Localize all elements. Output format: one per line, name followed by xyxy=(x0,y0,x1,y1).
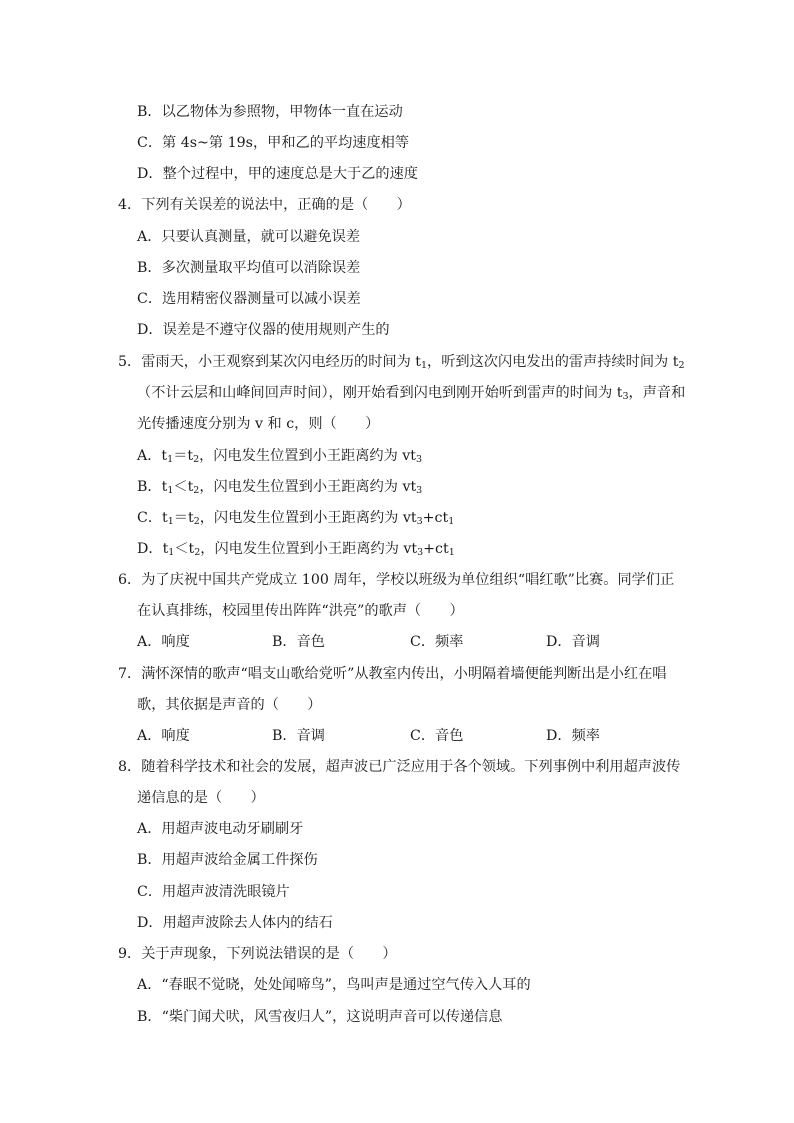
q8-option-c: C．用超声波清洗眼镜片 xyxy=(137,884,290,900)
q9-option-b: B．“柴门闻犬吠，风雪夜归人”，这说明声音可以传递信息 xyxy=(137,1009,503,1025)
q5-stem-line1: 5．雷雨天，小王观察到某次闪电经历的时间为 $t_1$，听到这次闪电发出的雷声持续时间为 $t_2$ xyxy=(118,354,685,371)
q9-option-a: A．“春眠不觉晓，处处闻啼鸟”，鸟叫声是通过空气传入人耳的 xyxy=(137,977,531,993)
q7-stem-line2: 歌，其依据是声音的（ ） xyxy=(137,697,322,713)
q7-option-c: C．音色 xyxy=(410,728,464,744)
q8-stem-line2: 递信息的是（ ） xyxy=(137,790,265,806)
q8-option-d: D．用超声波除去人体内的结石 xyxy=(137,915,333,931)
q4-option-d: D．误差是不遵守仪器的使用规则产生的 xyxy=(137,322,390,338)
q9-stem: 9．关于声现象，下列说法错误的是（ ） xyxy=(118,946,397,962)
q5-option-a: A．$t_1=t_2$，闪电发生位置到小王距离约为 $vt_3$ xyxy=(137,448,423,465)
q8-stem-line1: 8．随着科学技术和社会的发展，超声波已广泛应用于各个领域。下列事例中利用超声波传 xyxy=(118,759,681,775)
q3-option-c: C．第 4s~第 19s，甲和乙的平均速度相等 xyxy=(137,135,410,151)
q4-option-b: B．多次测量取平均值可以消除误差 xyxy=(137,260,361,276)
q6-option-a: A．响度 xyxy=(137,634,190,650)
q7-option-a: A．响度 xyxy=(137,728,190,744)
q7-option-d: D．频率 xyxy=(546,728,600,744)
q4-stem: 4．下列有关误差的说法中，正确的是（ ） xyxy=(118,197,411,213)
q5-option-d: D．$t_1<t_2$，闪电发生位置到小王距离约为 $vt_3+ct_1$ xyxy=(137,541,455,558)
q6-stem-line1: 6．为了庆祝中国共产党成立 100 周年，学校以班级为单位组织“唱红歌”比赛。同学们正 xyxy=(118,572,675,588)
q4-option-c: C．选用精密仪器测量可以减小误差 xyxy=(137,291,361,307)
q7-option-b: B．音调 xyxy=(272,728,325,744)
q6-option-c: C．频率 xyxy=(410,634,464,650)
q4-option-a: A．只要认真测量，就可以避免误差 xyxy=(137,229,361,245)
q6-option-d: D．音调 xyxy=(546,634,600,650)
q5-stem-line2: （不计云层和山峰间回声时间），刚开始看到闪电到刚开始听到雷声的时间为 $t_3$，声音和 xyxy=(137,385,686,402)
q5-option-b: B．$t_1<t_2$，闪电发生位置到小王距离约为 $vt_3$ xyxy=(137,479,423,496)
q5-option-c: C．$t_1=t_2$，闪电发生位置到小王距离约为 $vt_3+ct_1$ xyxy=(137,510,455,527)
q8-option-a: A．用超声波电动牙刷刷牙 xyxy=(137,821,304,837)
q3-option-d: D．整个过程中，甲的速度总是大于乙的速度 xyxy=(137,166,418,182)
q5-stem-line3: 光传播速度分别为 v 和 c，则（ ） xyxy=(137,416,380,432)
q7-stem-line1: 7．满怀深情的歌声“唱支山歌给党听”从教室内传出，小明隔着墙便能判断出是小红在唱 xyxy=(118,666,667,682)
q6-stem-line2: 在认真排练，校园里传出阵阵“洪亮”的歌声（ ） xyxy=(137,603,464,619)
q3-option-b: B．以乙物体为参照物，甲物体一直在运动 xyxy=(137,104,403,120)
q6-option-b: B．音色 xyxy=(272,634,325,650)
q8-option-b: B．用超声波给金属工件探伤 xyxy=(137,852,318,868)
